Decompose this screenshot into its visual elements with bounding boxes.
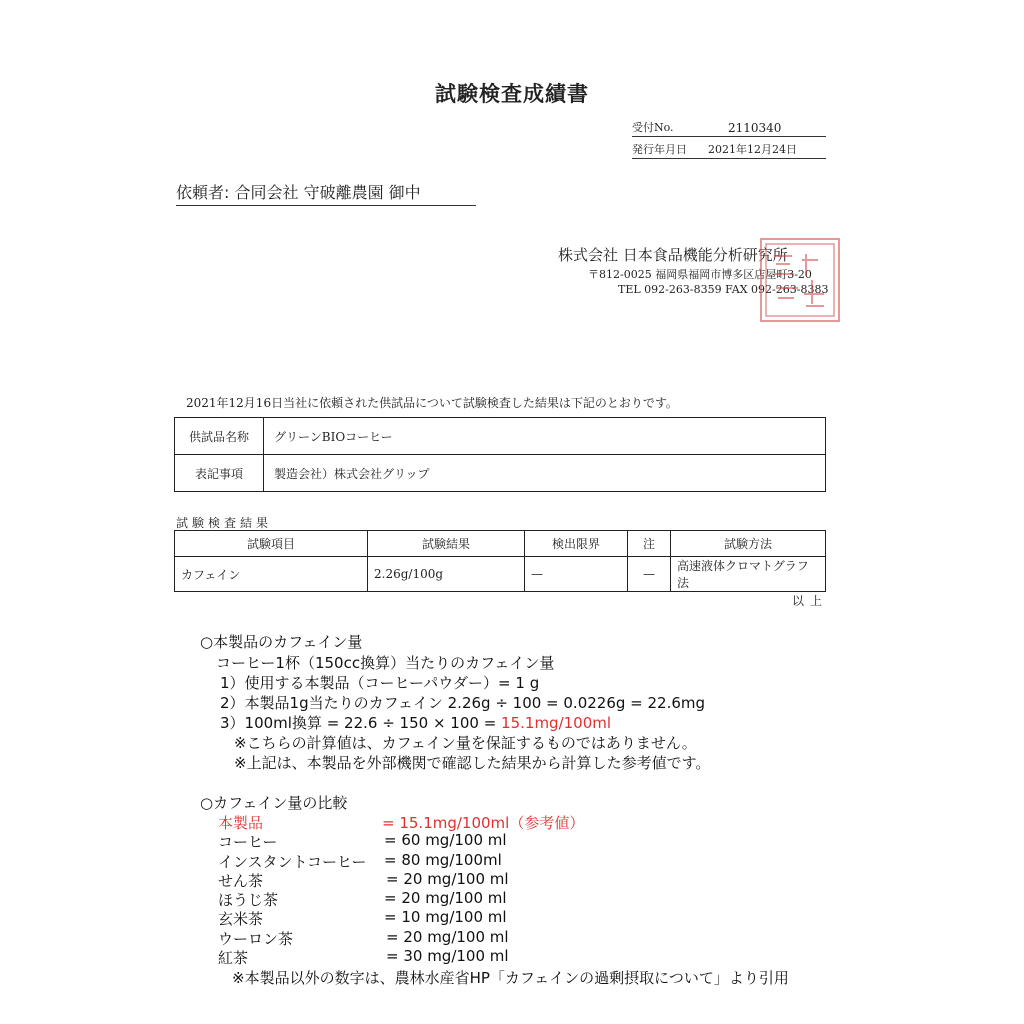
issue-date: 2021年12月24日: [708, 143, 797, 156]
cell-test-item: カフェイン: [175, 557, 368, 592]
document-title: 試験検査成績書: [435, 81, 589, 106]
comparison-name: せん茶: [218, 872, 264, 890]
results-table: [174, 530, 826, 592]
comparison-name: 玄米茶: [218, 910, 264, 928]
table-row: [175, 557, 826, 592]
company-phone-fax: TEL 092-263-8359 FAX 092-263-8383: [618, 283, 829, 296]
company-address: 〒812-0025 福岡県福岡市博多区店屋町3-20: [588, 268, 812, 281]
header-detection-limit: 検出限界: [525, 531, 628, 557]
issue-date-line: [632, 142, 826, 159]
comparison-value: = 80 mg/100ml: [384, 851, 502, 869]
comparison-value: = 20 mg/100 ml: [386, 870, 509, 888]
cell-test-method: 高速液体クロマトグラフ法: [671, 557, 826, 592]
receipt-number: 2110340: [728, 121, 782, 135]
sample-name-label: 供試品名称: [175, 418, 264, 455]
header-note: 注: [628, 531, 671, 557]
comparison-name: 紅茶: [218, 949, 249, 967]
client-name: 依頼者: 合同会社 守破離農園 御中: [176, 180, 476, 206]
comparison-name: インスタントコーヒー: [218, 853, 367, 871]
table-header-row: [175, 531, 826, 557]
intro-text: 2021年12月16日当社に依頼された供試品について試験検査した結果は下記のとおりです。: [186, 396, 678, 410]
caffeine-subheading: コーヒー1杯（150cc換算）当たりのカフェイン量: [216, 654, 555, 672]
disclaimer-note-2: ※上記は、本製品を外部機関で確認した結果から計算した参考値です。: [234, 754, 711, 772]
labeling-label: 表記事項: [175, 455, 264, 492]
caffeine-section-heading: ○本製品のカフェイン量: [200, 633, 363, 651]
header-test-item: 試験項目: [175, 531, 368, 557]
comparison-name: ほうじ茶: [218, 891, 279, 909]
labeling-value: 製造会社）株式会社グリップ: [264, 455, 826, 492]
sample-info-table: [174, 417, 826, 492]
calc-step-2: 2）本製品1g当たりのカフェイン 2.26g ÷ 100 = 0.0226g = 22.6mg: [220, 694, 706, 712]
comparison-value: = 20 mg/100 ml: [384, 889, 507, 907]
comparison-name: ウーロン茶: [218, 930, 294, 948]
company-name: 株式会社 日本食品機能分析研究所: [558, 246, 788, 264]
issue-date-label: 発行年月日: [632, 143, 687, 156]
disclaimer-note-1: ※こちらの計算値は、カフェイン量を保証するものではありません。: [234, 734, 697, 752]
sample-name-value: グリーンBIOコーヒー: [264, 418, 826, 455]
comparison-value: = 30 mg/100 ml: [386, 947, 509, 965]
comparison-value: = 10 mg/100 ml: [384, 908, 507, 926]
comparison-heading: ○カフェイン量の比較: [200, 794, 348, 812]
calc-step-3: [220, 712, 611, 733]
receipt-label: 受付No.: [632, 121, 674, 134]
calc-step-1: 1）使用する本製品（コーヒーパウダー）= 1 g: [220, 674, 540, 692]
comparison-value-product: = 15.1mg/100ml（参考値）: [382, 814, 585, 832]
comparison-value: = 20 mg/100 ml: [386, 928, 509, 946]
company-seal-stamp: [760, 238, 840, 322]
cell-note: —: [628, 557, 671, 592]
source-footnote: ※本製品以外の数字は、農林水産省HP「カフェインの過剰摂取について」より引用: [232, 969, 789, 987]
calc-step-3-text: 3）100ml換算 = 22.6 ÷ 150 × 100 =: [220, 714, 497, 732]
table-row: [175, 418, 826, 455]
comparison-value: = 60 mg/100 ml: [384, 831, 507, 849]
comparison-name-product: 本製品: [218, 814, 264, 832]
end-mark: 以上: [792, 594, 829, 608]
receipt-number-line: [632, 120, 826, 137]
cell-detection-limit: —: [525, 557, 628, 592]
table-row: [175, 455, 826, 492]
header-test-result: 試験結果: [368, 531, 525, 557]
calc-step-3-result: 15.1mg/100ml: [501, 714, 612, 732]
comparison-name: コーヒー: [218, 833, 278, 851]
results-section-label: 試験検査結果: [176, 516, 273, 530]
cell-test-result: 2.26g/100g: [368, 557, 525, 592]
header-test-method: 試験方法: [671, 531, 826, 557]
